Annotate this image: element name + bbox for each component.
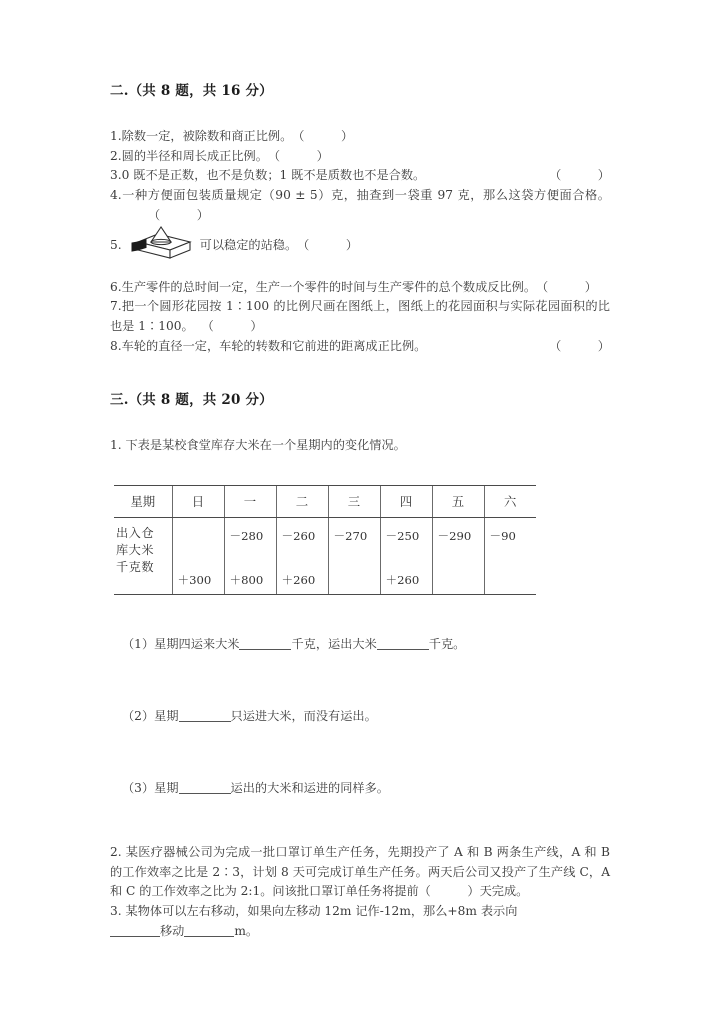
q3-text-a: 移动 bbox=[160, 923, 185, 938]
table-cell-tue bbox=[276, 518, 328, 595]
section2-item-5 bbox=[110, 226, 610, 260]
spacer bbox=[110, 455, 610, 485]
cone-on-box-icon bbox=[124, 226, 196, 260]
answer-blank[interactable] bbox=[110, 924, 160, 937]
answer-blank[interactable] bbox=[239, 638, 291, 651]
section2-item-6 bbox=[110, 278, 610, 298]
subquestion-text-a: 星期 bbox=[154, 780, 179, 795]
answer-blank[interactable] bbox=[377, 638, 429, 651]
cell-negative-value: －250 bbox=[385, 529, 420, 544]
item-text: 生产零件的总时间一定，生产一个零件的时间与生产零件的总个数成反比例。 bbox=[121, 279, 537, 294]
table-header-thu: 四 bbox=[380, 486, 432, 518]
item-text: 一种方便面包装质量规定（90 ± 5）克，抽查到一袋重 97 克，那么这袋方便面合格。 bbox=[121, 188, 610, 203]
spacer bbox=[110, 595, 610, 635]
subquestion-label: （3） bbox=[122, 780, 155, 795]
answer-paren[interactable]: （ ） bbox=[148, 207, 209, 222]
table-row-label bbox=[114, 518, 172, 595]
row-label-line-3: 千克数 bbox=[116, 560, 155, 575]
section3-q2: 2. 某医疗器械公司为完成一批口罩订单生产任务，先期投产了 A 和 B 两条生产线，A 和 B 的工作效率之比是 2∶3，计划 8 天可完成订单生产任务。两天后公司又投产了生产线 C，A 和 C 的工作效率之比为 2:1。问该批口罩订单任务将提前（ ）天完成。 bbox=[110, 844, 610, 899]
answer-paren[interactable]: （ ） bbox=[292, 128, 354, 143]
section2-item-3 bbox=[110, 166, 610, 186]
item-text: 除数一定，被除数和商正比例。 bbox=[121, 128, 293, 143]
section3-q1-intro: 1. 下表是某校食堂库存大米在一个星期内的变化情况。 bbox=[110, 437, 406, 452]
answer-blank[interactable] bbox=[184, 924, 234, 937]
subquestion-text-a: 星期 bbox=[154, 709, 179, 724]
table-header-sun: 日 bbox=[172, 486, 224, 518]
subquestion-text-b: 千克，运出大米 bbox=[291, 637, 377, 652]
cell-negative-value: －280 bbox=[229, 529, 264, 544]
spacer bbox=[110, 727, 610, 779]
table-header-row bbox=[114, 486, 536, 518]
page-content bbox=[110, 82, 610, 942]
table-cell-thu bbox=[380, 518, 432, 595]
table-header-sat: 六 bbox=[484, 486, 536, 518]
section2-item-8 bbox=[110, 337, 610, 357]
answer-paren[interactable]: （ ） bbox=[267, 148, 329, 163]
table-cell-wed bbox=[328, 518, 380, 595]
section3-q3-line1: 3. 某物体可以左右移动，如果向左移动 12m 记作-12m，那么+8m 表示向 bbox=[110, 904, 518, 919]
item-number: 8. bbox=[110, 339, 122, 354]
answer-blank[interactable] bbox=[179, 781, 231, 794]
section-3-heading: 三.（共 8 题，共 20 分） bbox=[110, 391, 273, 408]
item-number: 7. bbox=[110, 299, 122, 314]
item-number: 2. bbox=[110, 148, 122, 163]
section3-subquestion-3 bbox=[110, 779, 610, 799]
section3-q3-line2 bbox=[110, 922, 610, 942]
section3-subquestion-2 bbox=[110, 707, 610, 727]
answer-paren[interactable]: （ ） bbox=[297, 237, 359, 252]
answer-blank[interactable] bbox=[179, 710, 231, 723]
q3-text-b: m。 bbox=[234, 923, 259, 938]
spacer bbox=[110, 101, 610, 127]
table-data-row bbox=[114, 518, 536, 595]
item-number: 4. bbox=[110, 188, 122, 203]
answer-paren[interactable]: （ ） bbox=[549, 339, 610, 354]
item-text: 0 既不是正数，也不是负数；1 既不是质数也不是合数。 bbox=[121, 168, 426, 183]
spacer bbox=[110, 799, 610, 843]
rice-inventory-table bbox=[114, 485, 536, 595]
item-text: 可以稳定的站稳。 bbox=[199, 237, 298, 252]
item-number: 5. bbox=[110, 237, 122, 252]
table-header-tue: 二 bbox=[276, 486, 328, 518]
answer-paren[interactable]: （ ） bbox=[201, 319, 263, 334]
cell-positive-value: ＋300 bbox=[177, 573, 212, 588]
table-header-mon: 一 bbox=[224, 486, 276, 518]
table-cell-sun bbox=[172, 518, 224, 595]
answer-paren[interactable]: （ ） bbox=[536, 279, 597, 294]
spacer bbox=[110, 357, 610, 391]
spacer bbox=[110, 655, 610, 707]
item-text: 车轮的直径一定，车轮的转数和它前进的距离成正比例。 bbox=[121, 339, 427, 354]
subquestion-text-c: 千克。 bbox=[428, 637, 466, 652]
item-number: 3. bbox=[110, 168, 122, 183]
item-number: 6. bbox=[110, 279, 122, 294]
table-cell-fri bbox=[432, 518, 484, 595]
subquestion-text-b: 运出的大米和运进的同样多。 bbox=[230, 780, 389, 795]
section2-item-1 bbox=[110, 127, 610, 147]
cell-positive-value: ＋800 bbox=[229, 573, 264, 588]
section3-subquestion-1 bbox=[110, 635, 610, 655]
answer-paren[interactable]: （ ） bbox=[549, 168, 610, 183]
section2-item-4 bbox=[110, 186, 610, 226]
section2-item-2 bbox=[110, 147, 610, 167]
item-text: 圆的半径和周长成正比例。 bbox=[121, 148, 268, 163]
table-cell-mon bbox=[224, 518, 276, 595]
subquestion-text-a: 星期四运来大米 bbox=[154, 637, 240, 652]
item-number: 1. bbox=[110, 128, 122, 143]
table-header-fri: 五 bbox=[432, 486, 484, 518]
row-label-line-2: 库大米 bbox=[116, 543, 155, 558]
cell-positive-value: ＋260 bbox=[281, 573, 316, 588]
subquestion-label: （1） bbox=[122, 637, 155, 652]
cell-negative-value: －270 bbox=[333, 529, 368, 544]
cell-positive-value: ＋260 bbox=[385, 573, 420, 588]
section2-item-7 bbox=[110, 297, 610, 337]
section-2-heading: 二.（共 8 题，共 16 分） bbox=[110, 83, 273, 99]
subquestion-label: （2） bbox=[122, 709, 155, 724]
subquestion-text-b: 只运进大米，而没有运出。 bbox=[230, 709, 377, 724]
spacer bbox=[110, 260, 610, 278]
table-header-weekday-label: 星期 bbox=[114, 486, 172, 518]
cell-negative-value: －260 bbox=[281, 529, 316, 544]
spacer bbox=[110, 410, 610, 436]
rice-inventory-table-wrapper bbox=[114, 485, 536, 595]
cell-negative-value: －90 bbox=[489, 529, 516, 544]
item-text: 把一个圆形花园按 1∶100 的比例尺画在图纸上，图纸上的花园面积与实际花园面积的比也是 1∶100。 bbox=[110, 299, 610, 334]
cell-negative-value: －290 bbox=[437, 529, 472, 544]
table-cell-sat bbox=[484, 518, 536, 595]
table-header-wed: 三 bbox=[328, 486, 380, 518]
row-label-line-1: 出入仓 bbox=[116, 526, 155, 541]
